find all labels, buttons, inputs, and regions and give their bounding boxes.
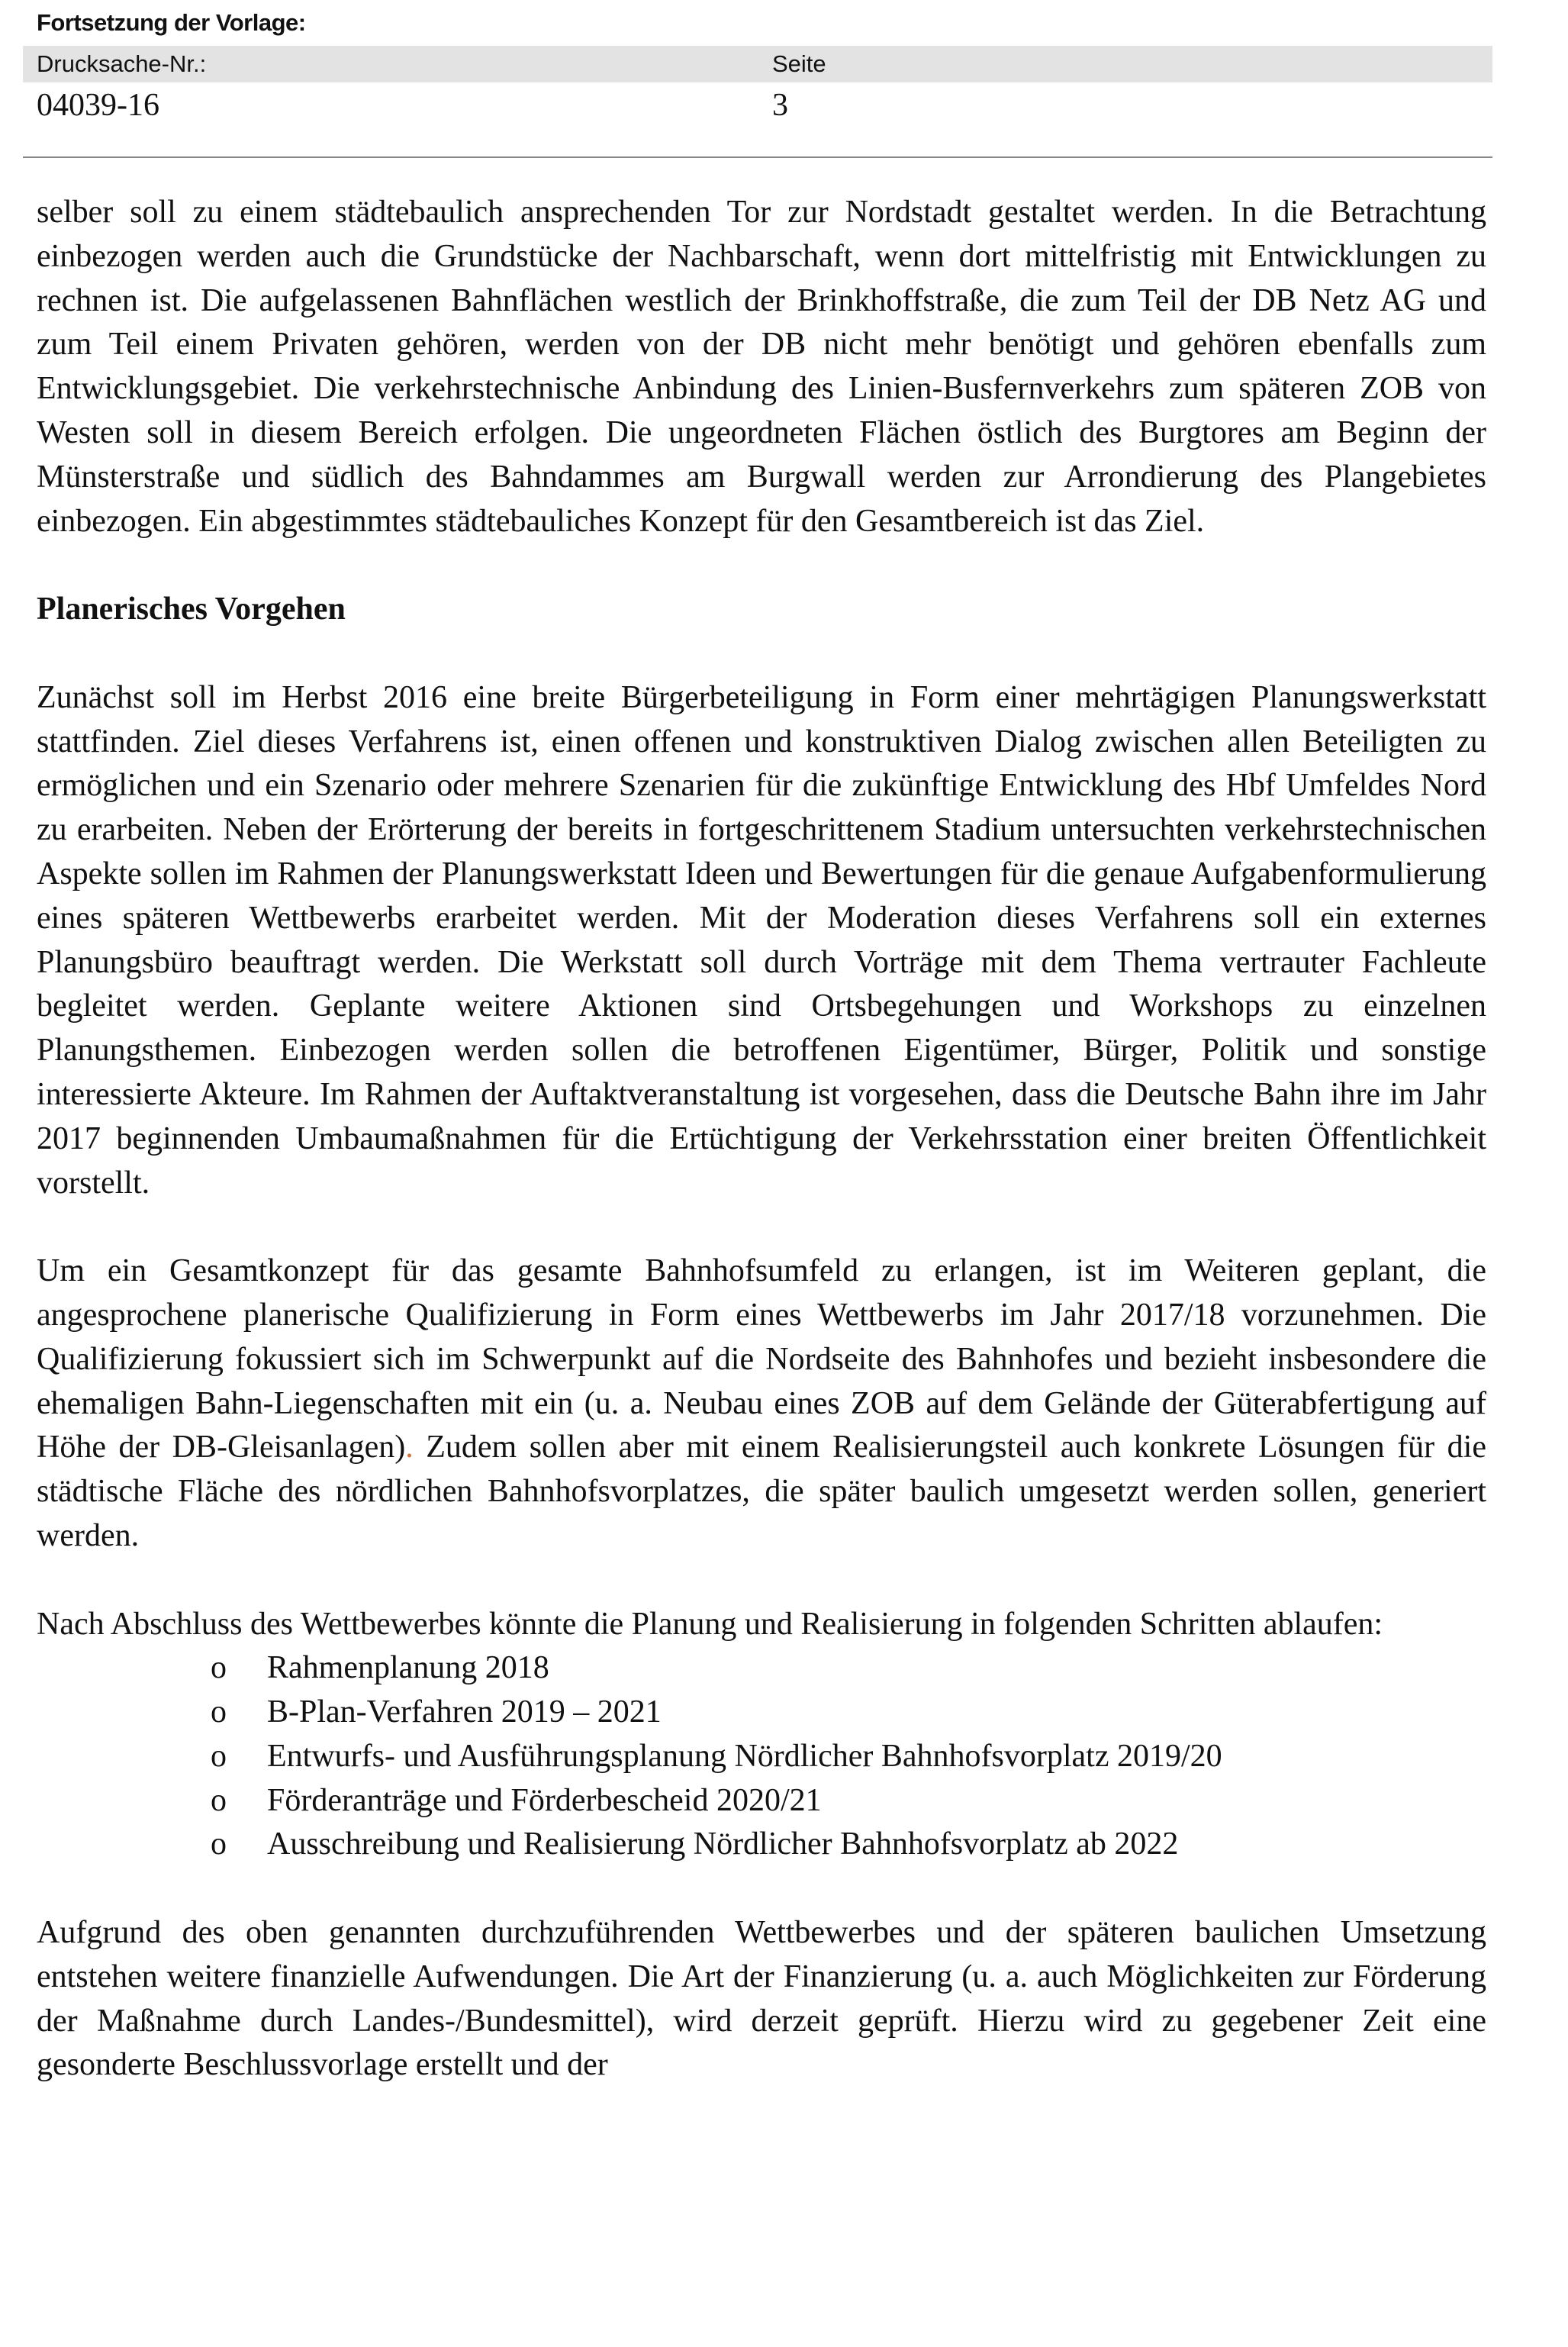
header-label-band — [23, 46, 1492, 82]
paragraph-competition-part1: Um ein Gesamtkonzept für das gesamte Bahnhofsumfeld zu erlangen, ist im Weiteren geplant, die angesprochene planerische Qualifizierung in Form eines Wettbewerbs im Jahr 2017/18 vorzunehmen. Die Qualifizierung fokussiert sich im Schwerpunkt auf die Nordseite des Bahnhofes und bezieht insbesondere die ehemaligen Bahn-Liegenschaften mit ein (u. a. Neubau eines ZOB auf dem Gelände der Güterabfertigung auf Höhe der DB-Gleisanlagen) — [37, 1253, 1486, 1465]
header-divider — [23, 156, 1492, 158]
list-item: o Rahmenplanung 2018 — [37, 1646, 1486, 1691]
document-body — [37, 191, 1486, 2087]
paragraph-competition-part2: Zudem sollen aber mit einem Realisierungsteil auch konkrete Lösungen für die städtische Fläche des nördlichen Bahnhofsvorplatzes, die später baulich umgesetzt werden sollen, generiert werden. — [37, 1430, 1486, 1553]
list-item: o Entwurfs- und Ausführungsplanung Nördlicher Bahnhofsvorplatz 2019/20 — [37, 1735, 1486, 1779]
paragraph-financing: Aufgrund des oben genannten durchzuführenden Wettbewerbes und der späteren baulichen Umsetzung entstehen weitere finanzielle Aufwendungen. Die Art der Finanzierung (u. a. auch Möglichkeiten zur Förderung der Maßnahme durch Landes-/Bundesmittel), wird derzeit geprüft. Hierzu wird zu gegebener Zeit eine gesonderte Beschlussvorlage erstellt und der — [37, 1915, 1486, 2083]
doc-number-label: Drucksache-Nr.: — [37, 50, 207, 77]
paragraph-steps-intro: Nach Abschluss des Wettbewerbes könnte die Planung und Realisierung in folgenden Schritten ablaufen: — [37, 1606, 1383, 1642]
bullet-icon: o — [211, 1694, 227, 1730]
steps-list — [37, 1646, 1486, 1867]
bullet-icon: o — [211, 1650, 227, 1686]
list-item: o B-Plan-Verfahren 2019 – 2021 — [37, 1691, 1486, 1735]
bullet-icon: o — [211, 1782, 227, 1818]
highlighted-period: . — [405, 1430, 414, 1465]
bullet-icon: o — [211, 1738, 227, 1774]
section-heading: Planerisches Vorgehen — [37, 592, 346, 627]
list-item: o Ausschreibung und Realisierung Nördlicher Bahnhofsvorplatz ab 2022 — [37, 1823, 1486, 1867]
paragraph-competition — [37, 1249, 1486, 1559]
page-number: 3 — [772, 88, 788, 123]
page-label: Seite — [772, 50, 826, 77]
bullet-icon: o — [211, 1826, 227, 1862]
header-title: Fortsetzung der Vorlage: — [37, 9, 306, 36]
list-item: o Förderanträge und Förderbescheid 2020/21 — [37, 1779, 1486, 1823]
doc-number: 04039-16 — [37, 88, 159, 123]
paragraph-intro: selber soll zu einem städtebaulich ansprechenden Tor zur Nordstadt gestaltet werden. In die Betrachtung einbezogen werden auch die Grundstücke der Nachbarschaft, wenn dort mittelfristig mit Entwicklungen zu rechnen ist. Die aufgelassenen Bahnflächen westlich der Brinkhoffstraße, die zum Teil der DB Netz AG und zum Teil einem Privaten gehören, werden von der DB nicht mehr benötigt und gehören ebenfalls zum Entwicklungsgebiet. Die verkehrstechnische Anbindung des Linien-Busfernverkehrs zum späteren ZOB von Westen soll in diesem Bereich erfolgen. Die ungeordneten Flächen östlich des Burgtores am Beginn der Münsterstraße und südlich des Bahndammes am Burgwall werden zur Arrondierung des Plangebietes einbezogen. Ein abgestimmtes städtebauliches Konzept für den Gesamtbereich ist das Ziel. — [37, 195, 1486, 539]
paragraph-workshop: Zunächst soll im Herbst 2016 eine breite Bürgerbeteiligung in Form einer mehrtägigen Planungswerkstatt stattfinden. Ziel dieses Verfahrens ist, einen offenen und konstruktiven Dialog zwischen allen Beteiligten zu ermöglichen und ein Szenario oder mehrere Szenarien für die zukünftige Entwicklung des Hbf Umfeldes Nord zu erarbeiten. Neben der Erörterung der bereits in fortgeschrittenem Stadium untersuchten verkehrstechnischen Aspekte sollen im Rahmen der Planungswerkstatt Ideen und Bewertungen für die genaue Aufgabenformulierung eines späteren Wettbewerbs erarbeitet werden. Mit der Moderation dieses Verfahrens soll ein externes Planungsbüro beauftragt werden. Die Werkstatt soll durch Vorträge mit dem Thema vertrauter Fachleute begleitet werden. Geplante weitere Aktionen sind Ortsbegehungen und Workshops zu einzelnen Planungsthemen. Einbezogen werden sollen die betroffenen Eigentümer, Bürger, Politik und sonstige interessierte Akteure. Im Rahmen der Auftaktveranstaltung ist vorgesehen, dass die Deutsche Bahn ihre im Jahr 2017 beginnenden Umbaumaßnahmen für die Ertüchtigung der Verkehrsstation einer breiten Öffentlichkeit vorstellt. — [37, 679, 1486, 1201]
